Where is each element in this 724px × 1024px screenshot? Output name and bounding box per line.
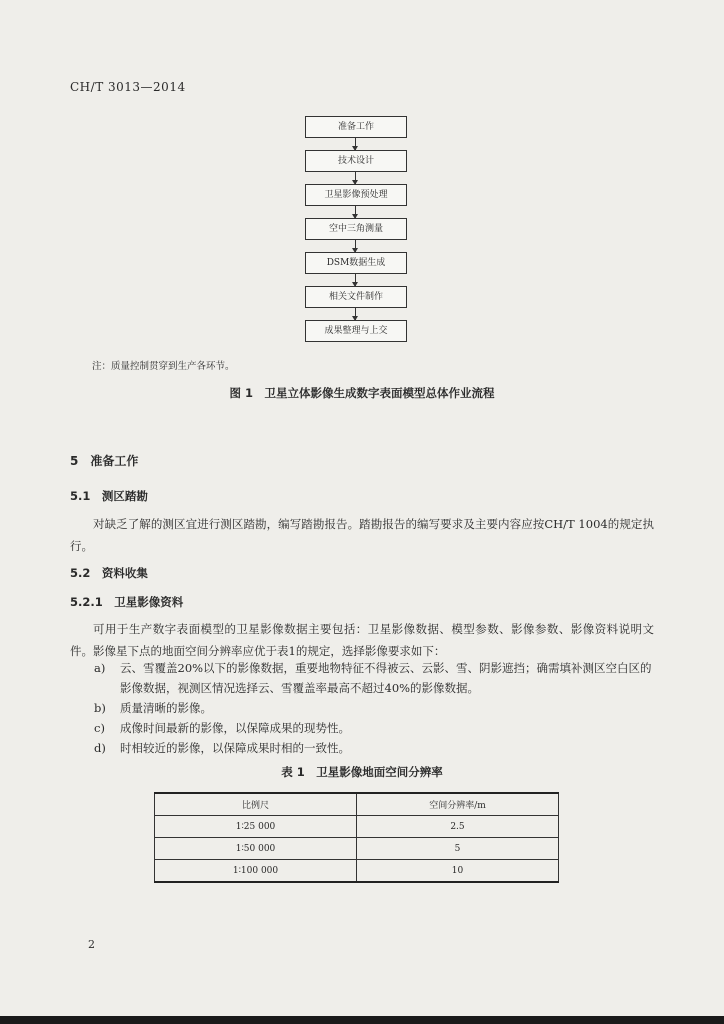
flow-arrow [355, 308, 356, 320]
list-marker: c) [94, 721, 105, 735]
flow-step-aerotriangulation: 空中三角测量 [305, 218, 407, 240]
list-item [70, 718, 654, 738]
list-marker: a) [94, 661, 106, 675]
flow-step-technical-design: 技术设计 [305, 150, 407, 172]
figure-caption: 图 1 卫星立体影像生成数字表面模型总体作业流程 [229, 386, 495, 400]
table-cell: 1∶100 000 [155, 860, 357, 883]
column-header-scale: 比例尺 [155, 793, 357, 816]
table-cell: 10 [357, 860, 559, 883]
section-5-1-text: 对缺乏了解的测区宜进行测区踏勘，编写踏勘报告。踏勘报告的编写要求及主要内容应按CH/T 1004的规定执行。 [70, 517, 654, 553]
list-marker: d) [94, 741, 106, 755]
flow-step-preprocessing: 卫星影像预处理 [305, 184, 407, 206]
list-item [70, 698, 654, 718]
list-item-text: 云、雪覆盖20%以下的影像数据，重要地物特征不得被云、云影、雪、阴影遮挡；确需填补测区空白区的影像数据，视测区情况选择云、雪覆盖率最高不超过40%的影像数据。 [120, 661, 652, 695]
table-cell: 1∶50 000 [155, 838, 357, 860]
list-item-text: 质量清晰的影像。 [120, 701, 212, 715]
flow-arrow [355, 274, 356, 286]
list-item-text: 成像时间最新的影像，以保障成果的现势性。 [120, 721, 350, 735]
flow-arrow [355, 240, 356, 252]
page-number: 2 [88, 938, 95, 951]
table-caption: 表 1 卫星影像地面空间分辨率 [281, 765, 443, 779]
list-item [70, 658, 654, 698]
table-row [155, 860, 559, 883]
image-selection-list [70, 658, 654, 758]
section-5-2-1-heading: 5.2.1 卫星影像资料 [70, 595, 184, 609]
flow-arrow [355, 138, 356, 150]
section-5-heading: 5 准备工作 [70, 454, 139, 468]
flow-step-deliverables: 成果整理与上交 [305, 320, 407, 342]
flow-step-preparation: 准备工作 [305, 116, 407, 138]
list-marker: b) [94, 701, 106, 715]
table-row [155, 838, 559, 860]
scan-edge [0, 1016, 724, 1024]
standard-code-header: CH/T 3013—2014 [70, 80, 186, 94]
section-5-1-heading: 5.1 测区踏勘 [70, 489, 148, 503]
list-item [70, 738, 654, 758]
flow-arrow [355, 206, 356, 218]
flow-arrow [355, 172, 356, 184]
column-header-resolution: 空间分辨率/m [357, 793, 559, 816]
table-header-row [155, 793, 559, 816]
resolution-table [154, 792, 559, 883]
section-5-2-1-text: 可用于生产数字表面模型的卫星影像数据主要包括：卫星影像数据、模型参数、影像参数、影像资料说明文件。影像星下点的地面空间分辨率应优于表1的规定，选择影像要求如下： [70, 622, 654, 658]
table-cell: 2.5 [357, 816, 559, 838]
figure-note: 注：质量控制贯穿到生产各环节。 [92, 361, 235, 372]
table-cell: 5 [357, 838, 559, 860]
table-cell: 1∶25 000 [155, 816, 357, 838]
table-row [155, 816, 559, 838]
section-5-2-heading: 5.2 资料收集 [70, 566, 148, 580]
flow-step-dsm-generation: DSM数据生成 [305, 252, 407, 274]
list-item-text: 时相较近的影像，以保障成果时相的一致性。 [120, 741, 350, 755]
flow-step-documents: 相关文件制作 [305, 286, 407, 308]
